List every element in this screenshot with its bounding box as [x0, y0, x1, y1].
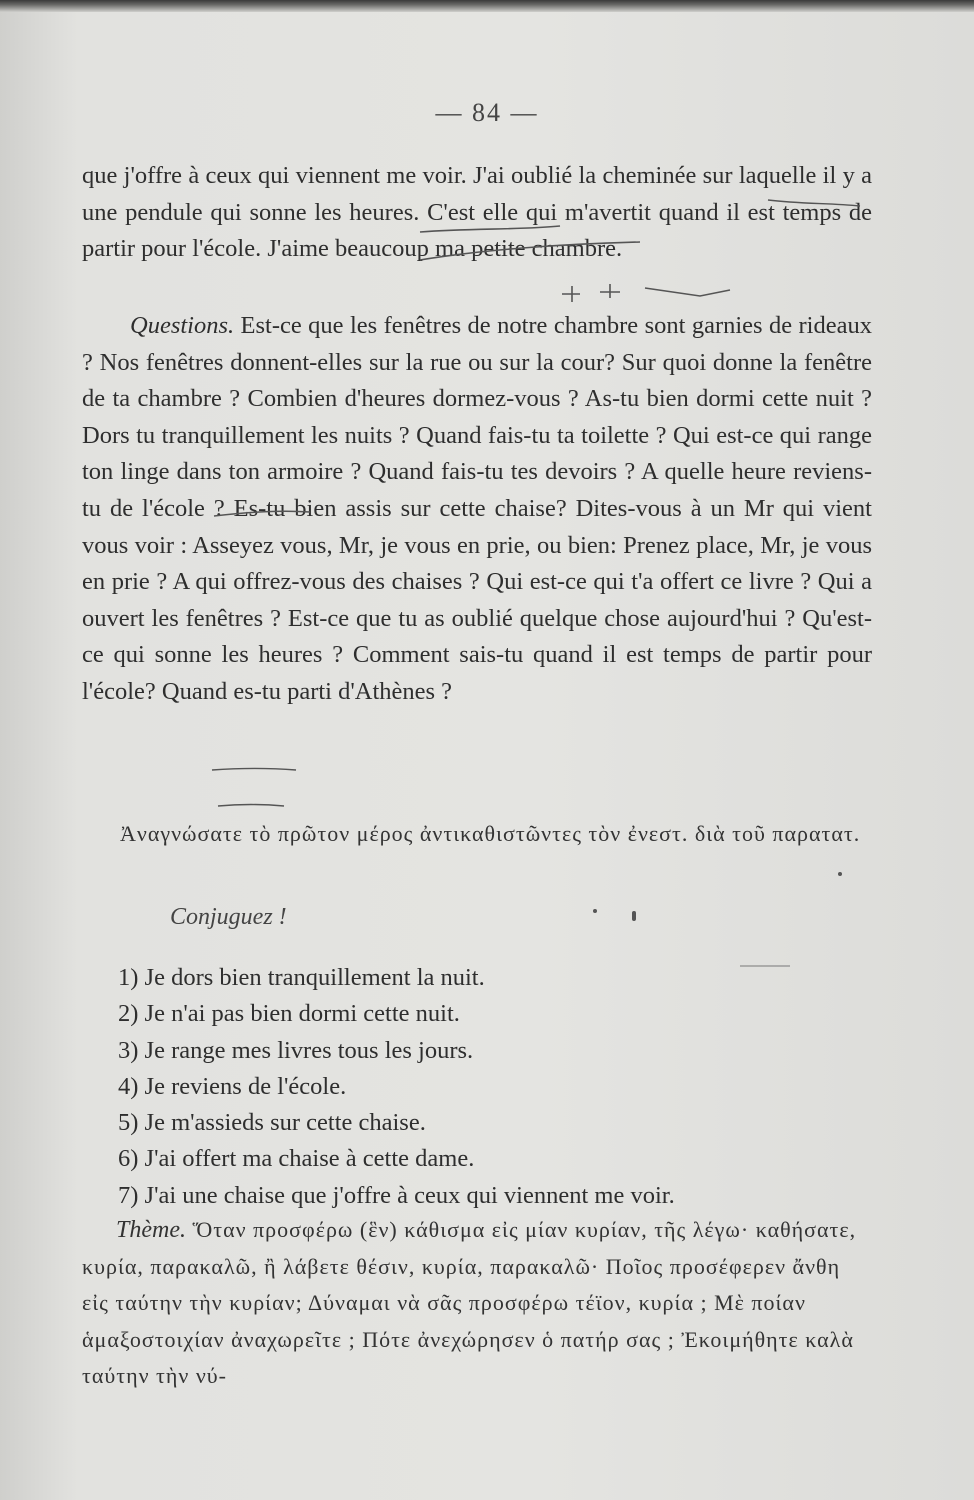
- exercise-list: [118, 960, 878, 1214]
- pencil-underline-sais: [212, 769, 296, 771]
- theme-label: Thème.: [116, 1217, 186, 1243]
- page-top-edge: [0, 0, 974, 12]
- ink-speck: [632, 911, 636, 921]
- exercise-item: 1) Je dors bien tranquillement la nuit.: [118, 964, 485, 991]
- paragraph-1-text: que j'offre à ceux qui viennent me voir. J'ai oublié la cheminée sur laquelle il y a une pendule qui sonne les heures. C'est elle qui m'avertit quand il est temps de partir pour l'école. J'aime beaucoup ma petite chambre.: [82, 162, 872, 263]
- exercise-item: 3) Je range mes livres tous les jours.: [118, 1036, 474, 1064]
- ink-speck: [838, 872, 842, 876]
- pencil-mark-cross: [562, 284, 730, 302]
- questions-text-block: [82, 308, 872, 711]
- pencil-underline-parti: [218, 805, 284, 807]
- theme-text: Ὅταν προσφέρω (ἓν) κάθισμα εἰς μίαν κυρίαν, τῆς λέγω· καθήσατε, κυρία, παρακαλῶ, ἢ λάβετε θέσιν, κυρία, παρακαλῶ· Ποῖος προσέφερεν ἄνθη εἰς ταύτην τὴν κυρίαν; Δύναμαι νὰ σᾶς προσφέρω τέϊον, κυρία ; Μὲ ποίαν ἁμαξοστοιχίαν ἀναχωρεῖτε ; Πότε ἀνεχώρησεν ὁ πατήρ σας ; Ἐκοιμήθητε καλὰ ταύτην τὴν νύ-: [82, 1217, 857, 1389]
- paragraph-chamber: [82, 158, 872, 268]
- questions-label: Questions.: [130, 312, 235, 339]
- exercise-item: 4) Je reviens de l'école.: [118, 1072, 347, 1100]
- exercise-item: 2) Je n'ai pas bien dormi cette nuit.: [118, 1000, 460, 1028]
- exercise-item: 7) J'ai une chaise que j'offre à ceux qui viennent me voir.: [118, 1181, 675, 1209]
- page-number: — 84 —: [435, 98, 539, 127]
- questions-text: Est-ce que les fenêtres de notre chambre sont garnies de rideaux ? Nos fenêtres donnent-elles sur la rue ou sur la cour? Sur quoi donne la fenêtre de ta chambre ? Combien d'heures dormez-vous ? As-tu bien dormi cette nuit ? Dors tu tranquillement les nuits ? Quand fais-tu ta toilette ? Qui est-ce qui range ton linge dans ton armoire ? Quand fais-tu tes devoirs ? A quelle heure reviens-tu de l'école ? Es-tu bien assis sur cette chaise? Dites-vous à un Mr qui vient vous voir : Asseyez vous, Mr, je vous en prie, ou bien: Prenez place, Mr, je vous en prie ? A qui offrez-vous des chaises ? Qui est-ce qui t'a offert ce livre ? Qui a ouvert les fenêtres ? Est-ce que tu as oublié quelque chose aujourd'hui ? Qu'est-ce qui sonne les heures ? Comment sais-tu quand il est temps de partir pour l'école? Quand es-tu parti d'Athènes ?: [82, 312, 872, 705]
- greek-instruction: Ἀναγνώσατε τὸ πρῶτον μέρος ἀντικαθιστῶντες τὸν ἐνεστ. διὰ τοῦ παρατατ.: [120, 821, 861, 846]
- ink-speck: [593, 909, 597, 913]
- questions-paragraph: [82, 308, 872, 711]
- exercise-item: 5) Je m'assieds sur cette chaise.: [118, 1109, 426, 1137]
- theme-paragraph: [82, 1212, 872, 1395]
- conjugate-heading: Conjuguez !: [170, 904, 287, 930]
- exercise-item: 6) J'ai offert ma chaise à cette dame.: [118, 1145, 475, 1173]
